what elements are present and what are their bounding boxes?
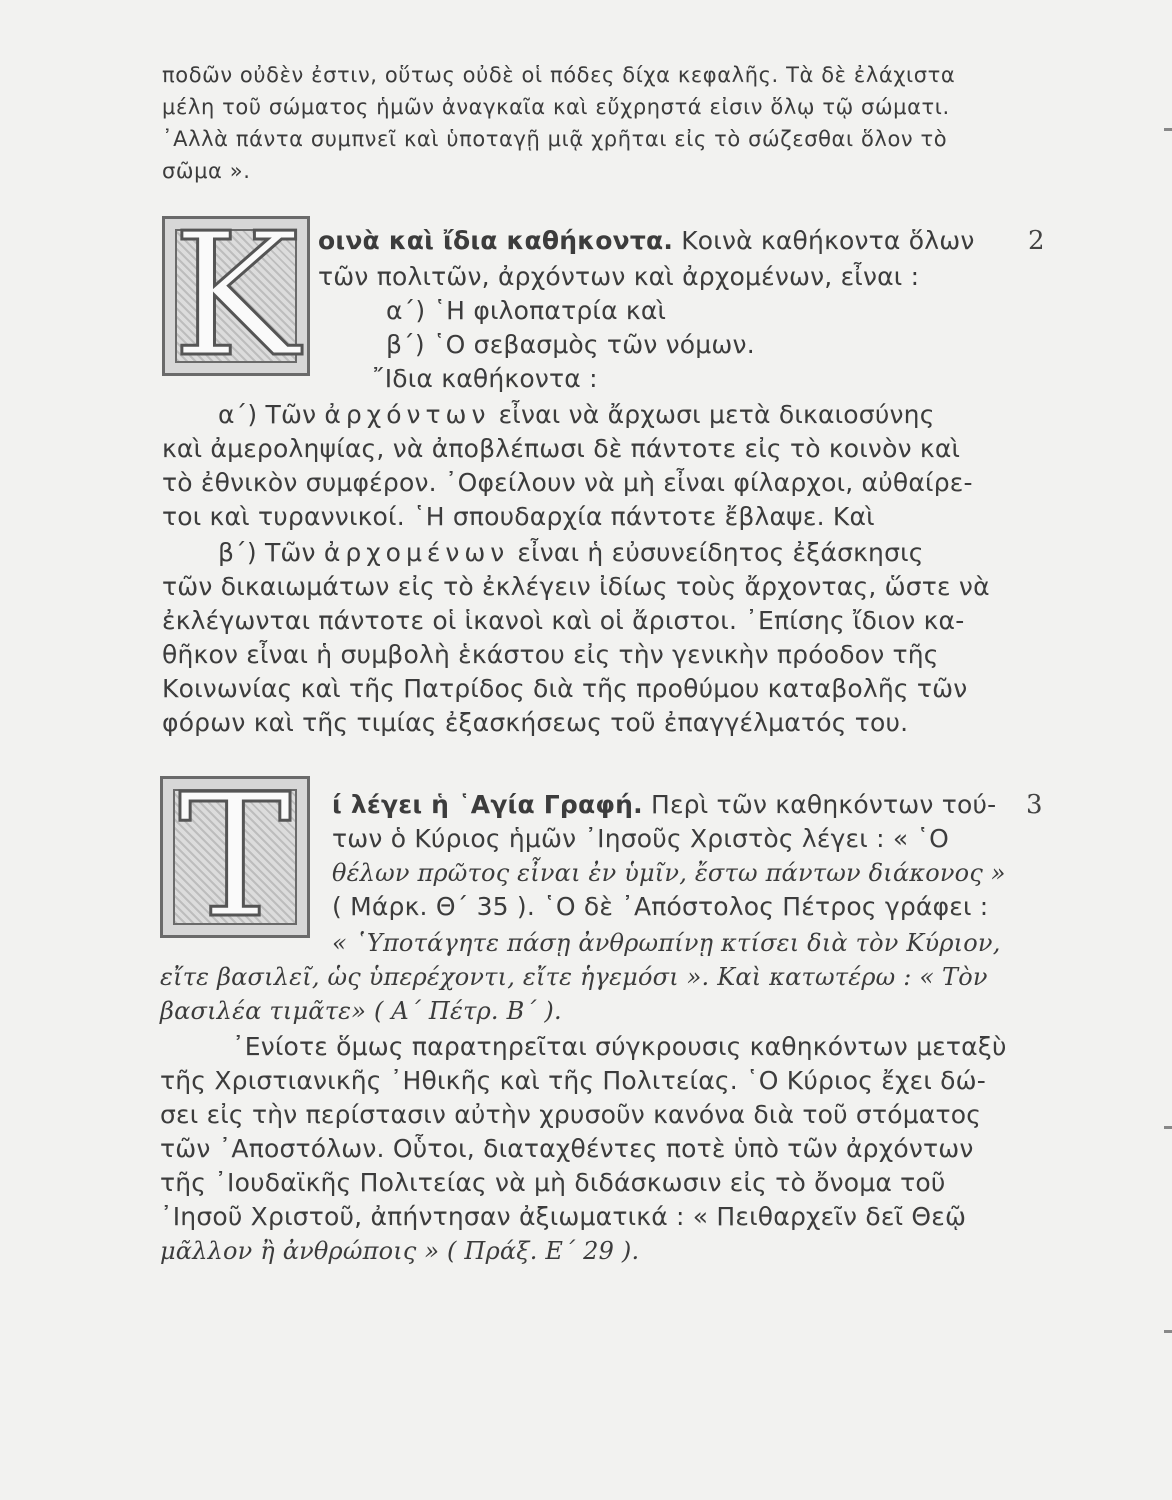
margin-mark bbox=[1164, 1330, 1172, 1333]
s2-line-2: τῶν πολιτῶν, ἀρχόντων καὶ ἀρχομένων, εἶναι : bbox=[318, 262, 920, 291]
intro-line-3: ᾿Αλλὰ πάντα συμπνεῖ καὶ ὑποταγῇ μιᾷ χρῆται εἰς τὸ σώζεσθαι ὅλον τὸ bbox=[162, 127, 948, 151]
decorated-initial-k bbox=[162, 197, 310, 395]
s2-line-10-a: β΄) Τῶν bbox=[218, 538, 324, 567]
intro-line-1: ποδῶν οὐδὲν ἐστιν, οὕτως οὐδὲ οἱ πόδες δίχα κεφαλῆς. Τὰ δὲ ἐλάχιστα bbox=[162, 63, 956, 87]
s3-line-11: τῶν ᾿Αποστόλων. Οὗτοι, διαταχθέντες ποτὲ ὑπὸ τῶν ἀρχόντων bbox=[160, 1134, 974, 1163]
decorated-initial-t bbox=[160, 758, 310, 956]
intro-line-2: μέλη τοῦ σώματος ἡμῶν ἀναγκαῖα καὶ εὔχρηστά εἰσιν ὅλῳ τῷ σώματι. bbox=[162, 95, 950, 119]
s3-line-3: θέλων πρῶτος εἶναι ἐν ὑμῖν, ἔστω πάντων διάκονος » bbox=[332, 859, 1006, 887]
initial-letter: T bbox=[178, 758, 292, 956]
s2-line-8: τὸ ἐθνικὸν συμφέρον. ᾿Οφείλουν νὰ μὴ εἶναι φίλαρχοι, αὐθαίρε- bbox=[162, 468, 973, 497]
section-2-heading: οινὰ καὶ ἴδια καθήκοντα. bbox=[318, 226, 674, 255]
s2-line-13: θῆκον εἶναι ἡ συμβολὴ ἑκάστου εἰς τὴν γενικὴν πρόοδον τῆς bbox=[162, 640, 939, 669]
s2-line-10-c: εἶναι ἡ εὐσυνείδητος ἐξάσκησις bbox=[509, 538, 924, 567]
section-3-heading-line bbox=[332, 790, 996, 820]
margin-mark bbox=[1164, 128, 1172, 131]
s3-line-7: βασιλέα τιμᾶτε» ( Α΄ Πέτρ. Β΄ ). bbox=[160, 997, 562, 1025]
s2-line-4: β΄) ῾Ο σεβασμὸς τῶν νόμων. bbox=[386, 330, 755, 359]
section-2-heading-line bbox=[318, 226, 975, 256]
s3-line-8: ᾿Ενίοτε ὅμως παρατηρεῖται σύγκρουσις καθηκόντων μεταξὺ bbox=[232, 1032, 1007, 1061]
section-3-heading-rest: Περὶ τῶν καθηκόντων τού- bbox=[642, 790, 997, 819]
s3-line-12: τῆς ᾿Ιουδαϊκῆς Πολιτείας νὰ μὴ διδάσκωσιν εἰς τὸ ὄνομα τοῦ bbox=[160, 1168, 946, 1197]
initial-letter: K bbox=[172, 197, 300, 395]
s2-line-5: ῎Ιδια καθήκοντα : bbox=[372, 364, 598, 393]
s3-line-5: « ῾Υποτάγητε πάσῃ ἀνθρωπίνῃ κτίσει διὰ τὸν Κύριον, bbox=[332, 929, 1001, 957]
section-number-2: 2 bbox=[1028, 226, 1045, 256]
s3-line-2: των ὁ Κύριος ἡμῶν ᾿Ιησοῦς Χριστὸς λέγει : « ῾Ο bbox=[332, 824, 950, 853]
s2-line-6-b: ἀρχόντων bbox=[324, 400, 491, 429]
section-2-heading-rest: Κοινὰ καθήκοντα ὅλων bbox=[673, 226, 975, 255]
s2-line-12: ἐκλέγωνται πάντοτε οἱ ἱκανοὶ καὶ οἱ ἄριστοι. ᾿Επίσης ἴδιον κα- bbox=[162, 606, 965, 635]
s2-line-9: τοι καὶ τυραννικοί. ῾Η σπουδαρχία πάντοτε ἔβλαψε. Καὶ bbox=[162, 502, 875, 531]
section-number-3: 3 bbox=[1026, 790, 1043, 820]
s2-line-10-b: ἀρχομένων bbox=[323, 538, 510, 567]
s2-line-14: Κοινωνίας καὶ τῆς Πατρίδος διὰ τῆς προθύμου καταβολῆς τῶν bbox=[162, 674, 968, 703]
margin-mark bbox=[1164, 1126, 1172, 1129]
s2-line-6 bbox=[218, 400, 935, 430]
s3-line-6: εἴτε βασιλεῖ, ὡς ὑπερέχοντι, εἴτε ἡγεμόσι ». Καὶ κατωτέρω : « Τὸν bbox=[160, 963, 988, 991]
s2-line-7: καὶ ἀμεροληψίας, νὰ ἀποβλέπωσι δὲ πάντοτε εἰς τὸ κοινὸν καὶ bbox=[162, 434, 961, 463]
s3-line-9: τῆς Χριστιανικῆς ᾿Ηθικῆς καὶ τῆς Πολιτείας. ῾Ο Κύριος ἔχει δώ- bbox=[160, 1066, 986, 1095]
s2-line-11: τῶν δικαιωμάτων εἰς τὸ ἐκλέγειν ἰδίως τοὺς ἄρχοντας, ὥστε νὰ bbox=[162, 572, 990, 601]
s3-line-14: μᾶλλον ἢ ἀνθρώποις » ( Πράξ. Ε΄ 29 ). bbox=[160, 1237, 640, 1265]
s2-line-3: α΄) ῾Η φιλοπατρία καὶ bbox=[386, 296, 667, 325]
s2-line-15: φόρων καὶ τῆς τιμίας ἐξασκήσεως τοῦ ἐπαγγέλματός του. bbox=[162, 708, 909, 737]
section-3-heading: ί λέγει ἡ ῾Αγία Γραφή. bbox=[332, 790, 643, 819]
s2-line-10 bbox=[218, 538, 924, 568]
s3-line-10: σει εἰς τὴν περίστασιν αὐτὴν χρυσοῦν κανόνα διὰ τοῦ στόματος bbox=[160, 1100, 982, 1129]
intro-line-4: σῶμα ». bbox=[162, 159, 251, 183]
s2-line-6-c: εἶναι νὰ ἄρχωσι μετὰ δικαιοσύνης bbox=[490, 400, 935, 429]
s2-line-6-a: α΄) Τῶν bbox=[218, 400, 325, 429]
s3-line-4: ( Μάρκ. Θ΄ 35 ). ῾Ο δὲ ᾿Απόστολος Πέτρος γράφει : bbox=[332, 892, 989, 921]
s3-line-13: ᾿Ιησοῦ Χριστοῦ, ἀπήντησαν ἀξιωματικά : « Πειθαρχεῖν δεῖ Θεῷ bbox=[160, 1202, 967, 1231]
